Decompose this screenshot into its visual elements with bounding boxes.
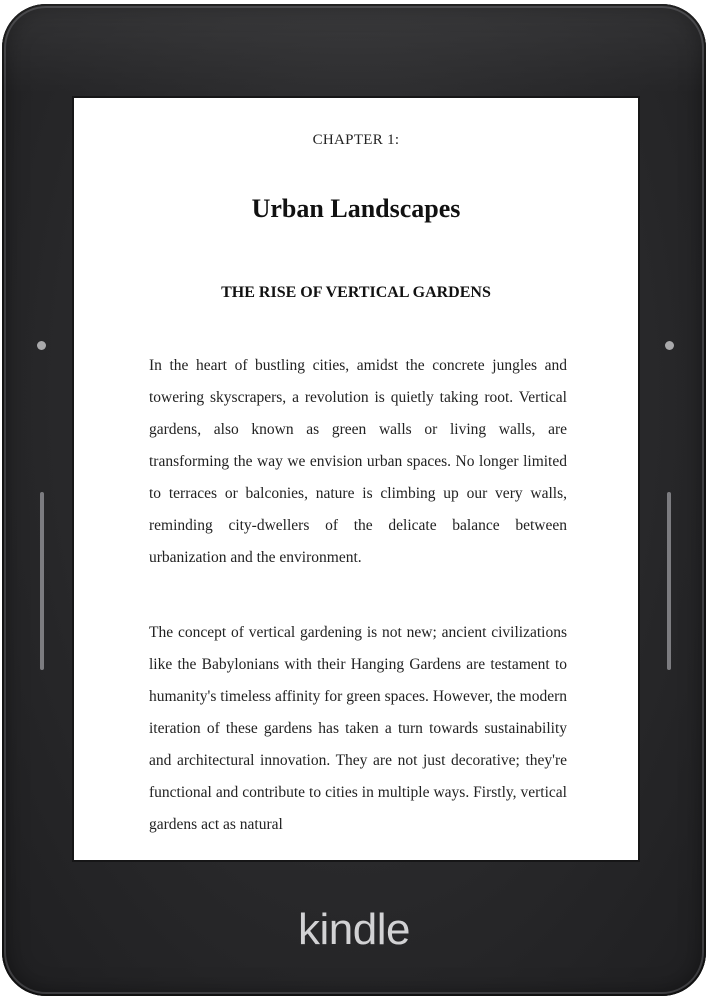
- kindle-logo: kindle: [298, 905, 410, 954]
- bezel-sheen: [2, 4, 706, 94]
- page-turn-bar-right-icon[interactable]: [667, 492, 671, 670]
- chapter-title: Urban Landscapes: [251, 194, 461, 223]
- body-paragraph: The concept of vertical gardening is not new; ancient civilizations like the Babylonians with their Hanging Gardens are testament to humanity's timeless affinity for green spaces. However, the modern iteration of these gardens has taken a turn towards sustainability and architectural innovation. They are not just decorative; they're functional and contribute to cities in multiple ways. Firstly, vertical gardens act as natural: [149, 624, 567, 833]
- chapter-label: CHAPTER 1:: [312, 132, 400, 148]
- reading-screen[interactable]: [74, 98, 638, 860]
- kindle-device: [2, 4, 706, 996]
- page-turn-dot-left-icon[interactable]: [37, 341, 46, 350]
- body-paragraph: In the heart of bustling cities, amidst the concrete jungles and towering skyscrapers, a revolution is quietly taking root. Vertical gardens, also known as green walls or living walls, are transforming the way we envision urban spaces. No longer limited to terraces or balconies, nature is climbing up our very walls, reminding city-dwellers of the delicate balance between urbanization and the environment.: [149, 357, 567, 566]
- page-turn-bar-left-icon[interactable]: [40, 492, 44, 670]
- section-heading: THE RISE OF VERTICAL GARDENS: [221, 284, 491, 301]
- page-turn-dot-right-icon[interactable]: [665, 341, 674, 350]
